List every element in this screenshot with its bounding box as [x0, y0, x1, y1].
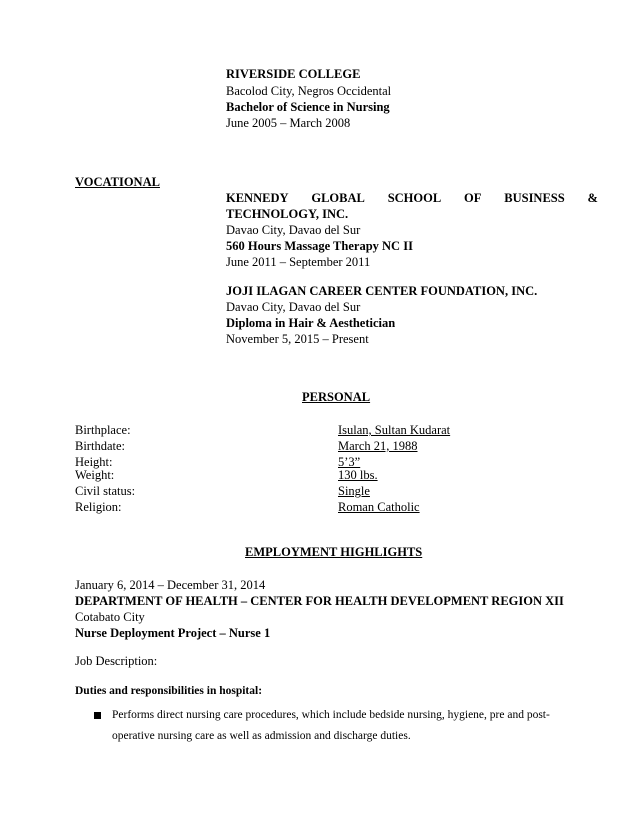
word: OF — [464, 191, 482, 205]
word: & — [587, 191, 598, 205]
vocational-school-2-location: Davao City, Davao del Sur — [226, 300, 361, 314]
personal-label: Height: — [75, 455, 113, 469]
duty-line-2: operative nursing care as well as admission and discharge duties. — [112, 730, 411, 742]
personal-label: Birthplace: — [75, 423, 131, 437]
vocational-school-2-program: Diploma in Hair & Aesthetician — [226, 316, 396, 330]
word: SCHOOL — [387, 191, 442, 205]
personal-label: Civil status: — [75, 484, 136, 498]
employment-heading: EMPLOYMENT HIGHLIGHTS — [245, 545, 423, 559]
personal-value: Roman Catholic — [338, 500, 420, 514]
vocational-school-1-program: 560 Hours Massage Therapy NC II — [226, 239, 413, 253]
vocational-school-1-dates: June 2011 – September 2011 — [226, 255, 371, 269]
college-location: Bacolod City, Negros Occidental — [226, 84, 392, 98]
personal-label: Weight: — [75, 468, 115, 482]
word: KENNEDY — [226, 191, 289, 205]
duties-heading: Duties and responsibilities in hospital: — [75, 685, 263, 697]
vocational-school-1-location: Davao City, Davao del Sur — [226, 223, 361, 237]
college-dates: June 2005 – March 2008 — [226, 116, 351, 130]
vocational-heading: VOCATIONAL — [75, 175, 160, 189]
vocational-school-1-line2: TECHNOLOGY, INC. — [226, 207, 349, 221]
word: GLOBAL — [311, 191, 365, 205]
employment-location: Cotabato City — [75, 610, 145, 624]
personal-value: Single — [338, 484, 370, 498]
duty-line-1: Performs direct nursing care procedures, which include bedside nursing, hygiene, pre and post- — [112, 709, 550, 721]
personal-value: 130 lbs. — [338, 468, 378, 482]
college-program: Bachelor of Science in Nursing — [226, 100, 390, 114]
college-name: RIVERSIDE COLLEGE — [226, 67, 361, 81]
employment-employer: DEPARTMENT OF HEALTH – CENTER FOR HEALTH DEVELOPMENT REGION XII — [75, 594, 564, 608]
bullet-icon — [94, 712, 101, 719]
job-description-label: Job Description: — [75, 654, 158, 668]
employment-position: Nurse Deployment Project – Nurse 1 — [75, 626, 271, 640]
personal-value: 5’3” — [338, 455, 361, 469]
vocational-school-2-name: JOJI ILAGAN CAREER CENTER FOUNDATION, INC. — [226, 284, 538, 298]
personal-heading: PERSONAL — [302, 390, 371, 404]
personal-label: Birthdate: — [75, 439, 125, 453]
personal-value: Isulan, Sultan Kudarat — [338, 423, 451, 437]
personal-value: March 21, 1988 — [338, 439, 418, 453]
vocational-school-2-dates: November 5, 2015 – Present — [226, 332, 369, 346]
vocational-school-1-line1 — [226, 190, 598, 206]
employment-dates: January 6, 2014 – December 31, 2014 — [75, 578, 266, 592]
personal-label: Religion: — [75, 500, 122, 514]
word: BUSINESS — [504, 191, 565, 205]
